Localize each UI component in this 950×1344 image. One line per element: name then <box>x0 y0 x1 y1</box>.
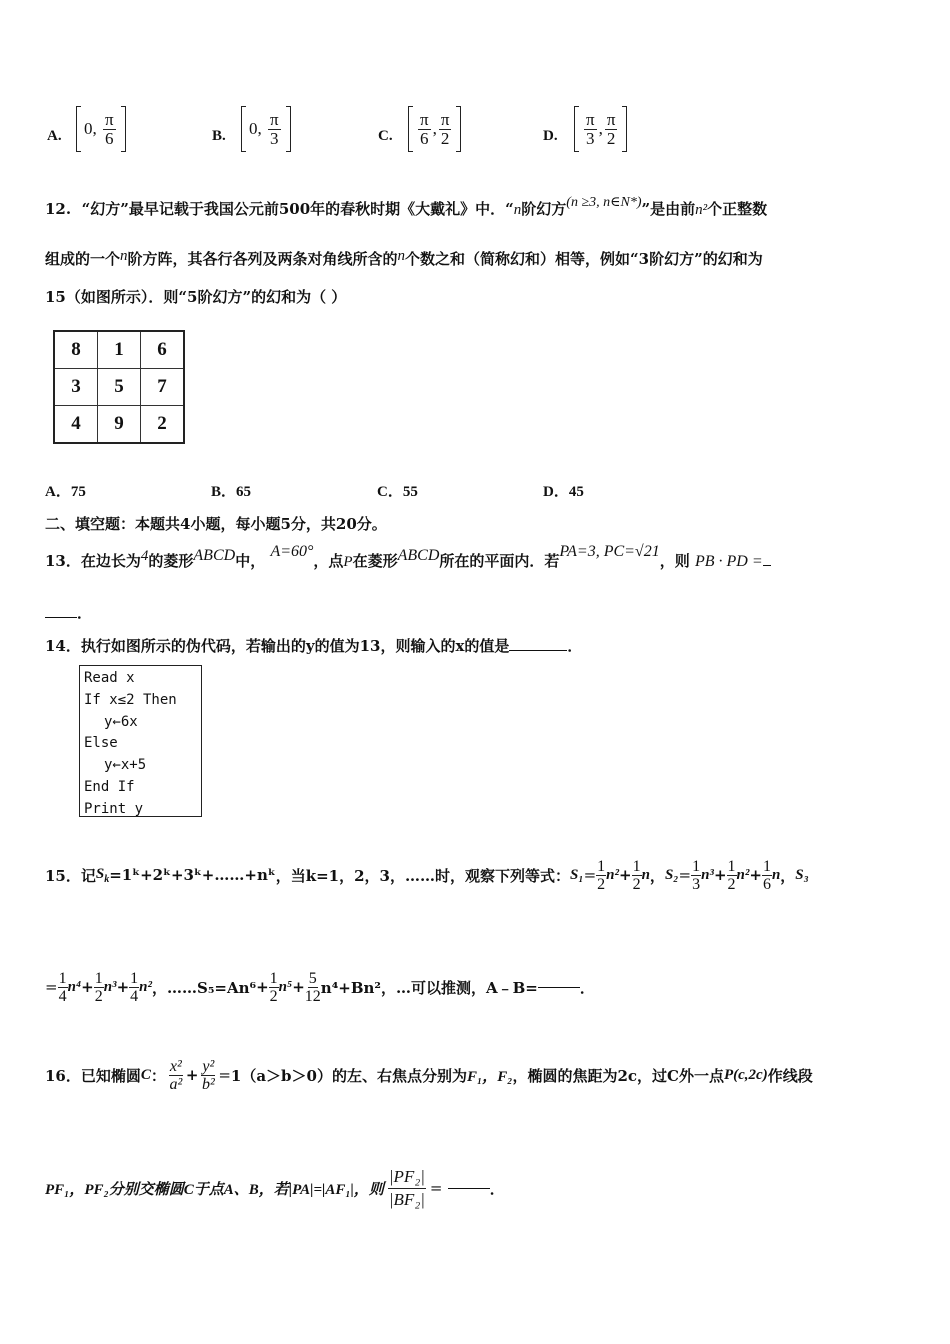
q13-line-2: ． <box>45 602 92 623</box>
code-line: If x≤2 Then <box>84 691 177 708</box>
q12-option-d: D．45 <box>543 484 584 500</box>
q15-line-2: = $\frac{1}{4}$ n⁴ + $\frac{1}{2}$ n³ + $\frac{1}{4}$ n² ，……S₅=An⁶ + $\frac{1}{2}$ n⁵ + $\frac{5}{12}$ n⁴+Bn²，…可以推测，A﹣B= ． <box>45 969 595 1005</box>
q16-line-1: 16． 已知椭圆 C ： $\frac{\text{x²}}{\text{a²}}$ + $\frac{\text{y²}}{\text{b²}}$ = 1（a＞b＞0）的左、右焦点分别为 F₁，F₂ ，椭圆的焦距为2c，过C外一点 P(c,2c) 作线段 <box>45 1057 813 1093</box>
q12-line-1: 12. “幻方”最早记载于我国公元前500年的春秋时期《大戴礼》中．“n阶幻方(n ≥3, n∈N*)”是由前n²个正整数 <box>45 195 768 218</box>
magic-cell: 8 <box>54 331 98 369</box>
q12-option-b: B．65 <box>211 484 252 500</box>
magic-cell: 6 <box>141 331 185 369</box>
code-line: Read x <box>84 670 135 686</box>
magic-cell: 2 <box>141 406 185 444</box>
pseudo-code-box <box>79 665 202 817</box>
magic-cell: 7 <box>141 369 185 406</box>
magic-cell: 1 <box>98 331 141 369</box>
code-line: y←x+5 <box>104 757 147 774</box>
q11-option-a-interval: 0 , $\frac{\pi}{6}$ <box>76 104 126 154</box>
code-line: End If <box>84 778 135 795</box>
q11-option-b-label: B. <box>212 128 226 144</box>
q12-option-c: C．55 <box>377 484 418 500</box>
magic-cell: 3 <box>54 369 98 406</box>
q11-option-c-interval: $\frac{\pi}{6}$ , $\frac{\pi}{2}$ <box>408 104 461 154</box>
magic-square-grid <box>53 330 185 444</box>
q12-line-2: 组成的一个n阶方阵，其各行各列及两条对角线所含的n个数之和（简称幻和）相等，例如“3阶幻方”的幻和为 <box>45 248 763 268</box>
section-2-heading: 二、填空题：本题共4小题，每小题5分，共20分。 <box>45 515 387 533</box>
code-line: Else <box>84 735 118 752</box>
q15-line-1: 15． 记 $S_k$ =1ᵏ+2ᵏ+3ᵏ+……+nᵏ ，当 k=1，2，3，……时，观察下列等式： S₁ = $\frac{1}{2}$ n² + $\frac{1}{2}$ n ， S₂ = $\frac{1}{3}$ n³ + $\frac{1}{2}$ n² + $\frac{1}{6}$ n ， S₃ <box>45 857 809 893</box>
q12-option-a: A．75 <box>45 484 86 500</box>
code-line: y←6x <box>104 713 138 730</box>
q11-option-c-label: C. <box>378 128 393 144</box>
magic-cell: 9 <box>98 406 141 444</box>
q11-option-d-label: D. <box>543 128 558 144</box>
q14-question: 14．执行如图所示的伪代码，若输出的y的值为13，则输入的x的值是 ． <box>45 637 583 655</box>
q11-option-b-interval: 0 , $\frac{\pi}{3}$ <box>241 104 291 154</box>
q16-line-2: PF₁，PF₂分别交椭圆C于点A、B，若|PA|=|AF₁|，则 $\frac{\text{|PF₂|}}{\text{|BF₂|}}$ = ． <box>45 1166 505 1209</box>
code-line: Print y <box>84 800 144 817</box>
magic-cell: 4 <box>54 406 98 444</box>
magic-cell: 5 <box>98 369 141 406</box>
q12-line-3: 15（如图所示）．则“5阶幻方”的幻和为（ ） <box>45 288 347 306</box>
q11-option-d-interval: $\frac{\pi}{3}$ , $\frac{\pi}{2}$ <box>574 104 627 154</box>
q11-option-a-label: A. <box>47 128 62 144</box>
q13-line-1: 13．在边长为4的菱形ABCD中， A=60°，点P在菱形ABCD所在的平面内．若PA=3, PC=√21，则 PB · PD = <box>45 550 771 571</box>
